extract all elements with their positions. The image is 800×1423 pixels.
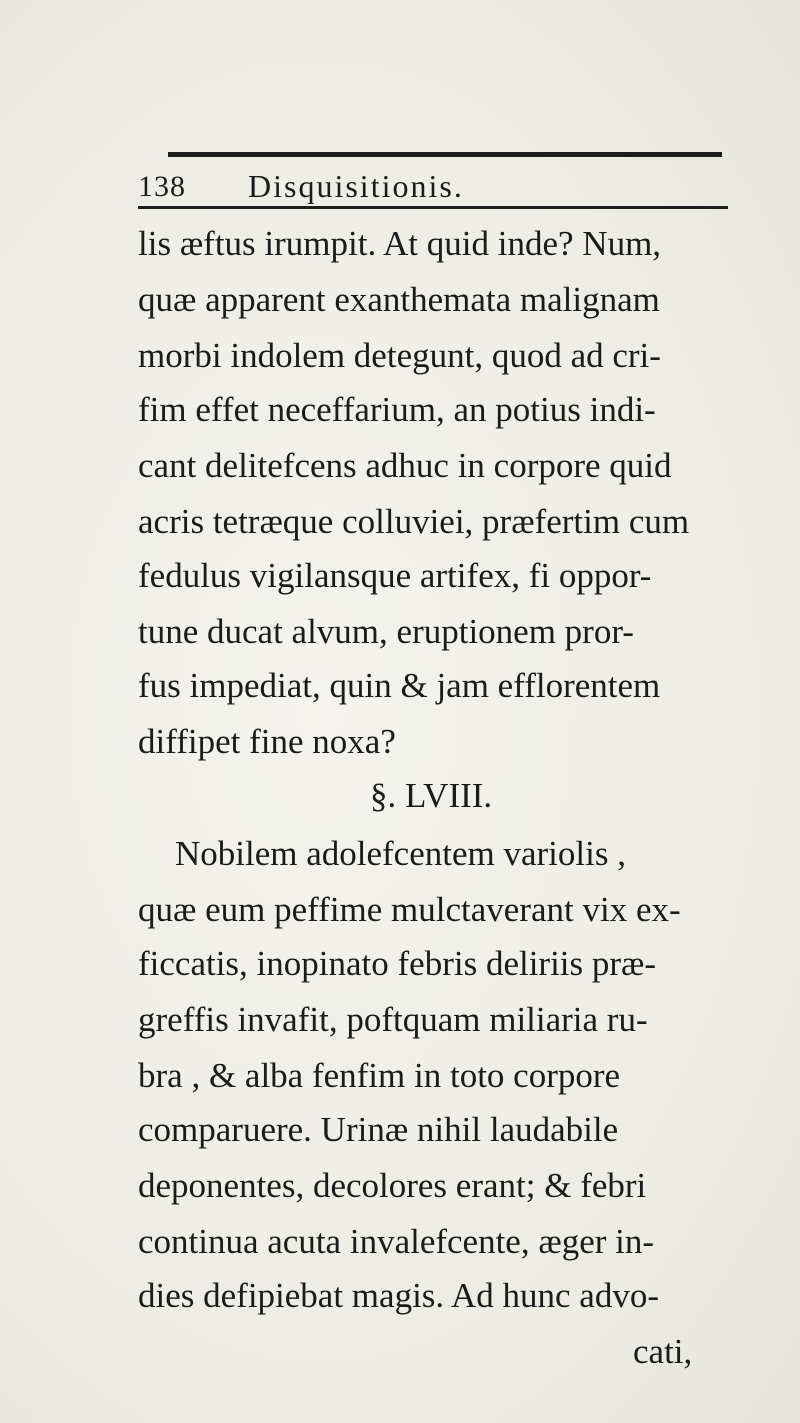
section-heading: §. LVIII. <box>370 776 493 815</box>
top-rule <box>168 152 722 157</box>
text-line: quæ eum peffime mulctaverant vix ex- <box>138 890 681 929</box>
text-line: comparuere. Urinæ nihil laudabile <box>138 1110 619 1149</box>
text-line: acris tetræque colluviei, præfertim cum <box>138 502 690 541</box>
text-line: fus impediat, quin & jam efflorentem <box>138 666 661 705</box>
page-number: 138 <box>138 170 186 203</box>
text-line: morbi indolem detegunt, quod ad cri- <box>138 336 661 375</box>
page-header <box>138 168 728 208</box>
text-line: cant delitefcens adhuc in corpore quid <box>138 446 672 485</box>
text-line: dies defipiebat magis. Ad hunc advo- <box>138 1276 659 1315</box>
running-head: Disquisitionis. <box>248 168 464 204</box>
text-line: continua acuta invalefcente, æger in- <box>138 1222 655 1261</box>
text-line: Nobilem adolefcentem variolis , <box>175 834 626 873</box>
text-line: diffipet fine noxa? <box>138 722 396 761</box>
text-line: deponentes, decolores erant; & febri <box>138 1166 647 1205</box>
text-line: lis æftus irumpit. At quid inde? Num, <box>138 224 662 263</box>
text-line: bra , & alba fenfim in toto corpore <box>138 1056 621 1095</box>
text-line: greffis invafit, poftquam miliaria ru- <box>138 1000 648 1039</box>
header-rule <box>138 206 728 209</box>
catchword: cati, <box>633 1332 693 1371</box>
text-line: ficcatis, inopinato febris deliriis præ- <box>138 944 657 983</box>
text-line: tune ducat alvum, eruptionem pror- <box>138 612 634 651</box>
text-line: fedulus vigilansque artifex, fi oppor- <box>138 556 652 595</box>
text-line: fim effet neceffarium, an potius indi- <box>138 390 656 429</box>
text-line: quæ apparent exanthemata malignam <box>138 280 660 319</box>
